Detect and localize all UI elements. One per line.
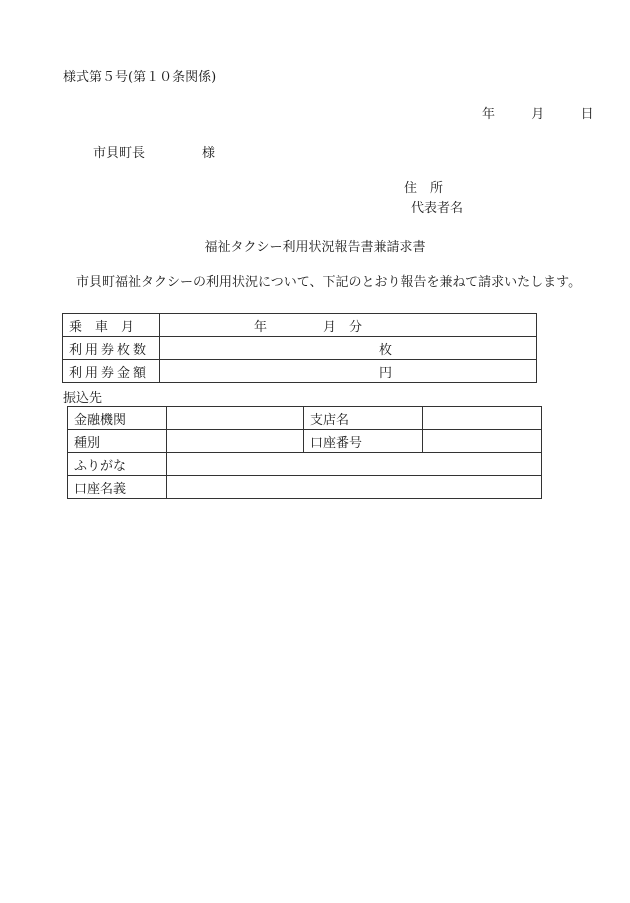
address-label: 住 所 xyxy=(404,181,444,196)
addressee xyxy=(93,142,215,161)
representative-label: 代表者名 xyxy=(411,201,464,216)
usage-table xyxy=(62,313,537,383)
table-row xyxy=(63,360,537,383)
ticket-count-label: 利用券枚数 xyxy=(63,337,160,360)
bank-label: 金融機関 xyxy=(68,407,167,430)
branch-field[interactable] xyxy=(423,407,542,430)
ride-month-year: 年 xyxy=(254,319,268,335)
table-row xyxy=(68,407,542,430)
form-number: 様式第５号(第１０条関係) xyxy=(63,70,217,85)
addressee-honorific: 様 xyxy=(202,146,216,161)
account-number-field[interactable] xyxy=(423,430,542,453)
ride-month-value[interactable] xyxy=(160,314,537,337)
document-body xyxy=(63,273,583,292)
ticket-amount-unit: 円 xyxy=(379,365,393,381)
table-row xyxy=(68,476,542,499)
applicant-block xyxy=(404,179,463,219)
ticket-count-value[interactable] xyxy=(160,337,537,360)
transfer-table xyxy=(67,406,542,499)
table-row xyxy=(63,314,537,337)
addressee-name: 市貝町長 xyxy=(93,146,146,161)
ticket-count-unit: 枚 xyxy=(379,342,393,358)
table-row xyxy=(63,337,537,360)
date-line xyxy=(482,103,594,122)
branch-label: 支店名 xyxy=(304,407,423,430)
date-year-label: 年 xyxy=(482,107,496,122)
furigana-label: ふりがな xyxy=(68,453,167,476)
date-day-label: 日 xyxy=(580,107,594,122)
account-type-label: 種別 xyxy=(68,430,167,453)
furigana-field[interactable] xyxy=(167,453,542,476)
ticket-amount-value[interactable] xyxy=(160,360,537,383)
date-month-label: 月 xyxy=(531,107,545,122)
document-body-text: 市貝町福祉タクシーの利用状況について、下記のとおり報告を兼ねて請求いたします。 xyxy=(76,275,582,290)
table-row xyxy=(68,453,542,476)
bank-field[interactable] xyxy=(167,407,304,430)
transfer-heading: 振込先 xyxy=(63,391,103,406)
ticket-amount-label: 利用券金額 xyxy=(63,360,160,383)
ride-month-month: 月 分 xyxy=(323,319,363,335)
table-row xyxy=(68,430,542,453)
account-name-field[interactable] xyxy=(167,476,542,499)
account-name-label: 口座名義 xyxy=(68,476,167,499)
account-number-label: 口座番号 xyxy=(304,430,423,453)
account-type-field[interactable] xyxy=(167,430,304,453)
ride-month-label: 乗 車 月 xyxy=(63,314,160,337)
document-title: 福祉タクシー利用状況報告書兼請求書 xyxy=(204,240,426,255)
